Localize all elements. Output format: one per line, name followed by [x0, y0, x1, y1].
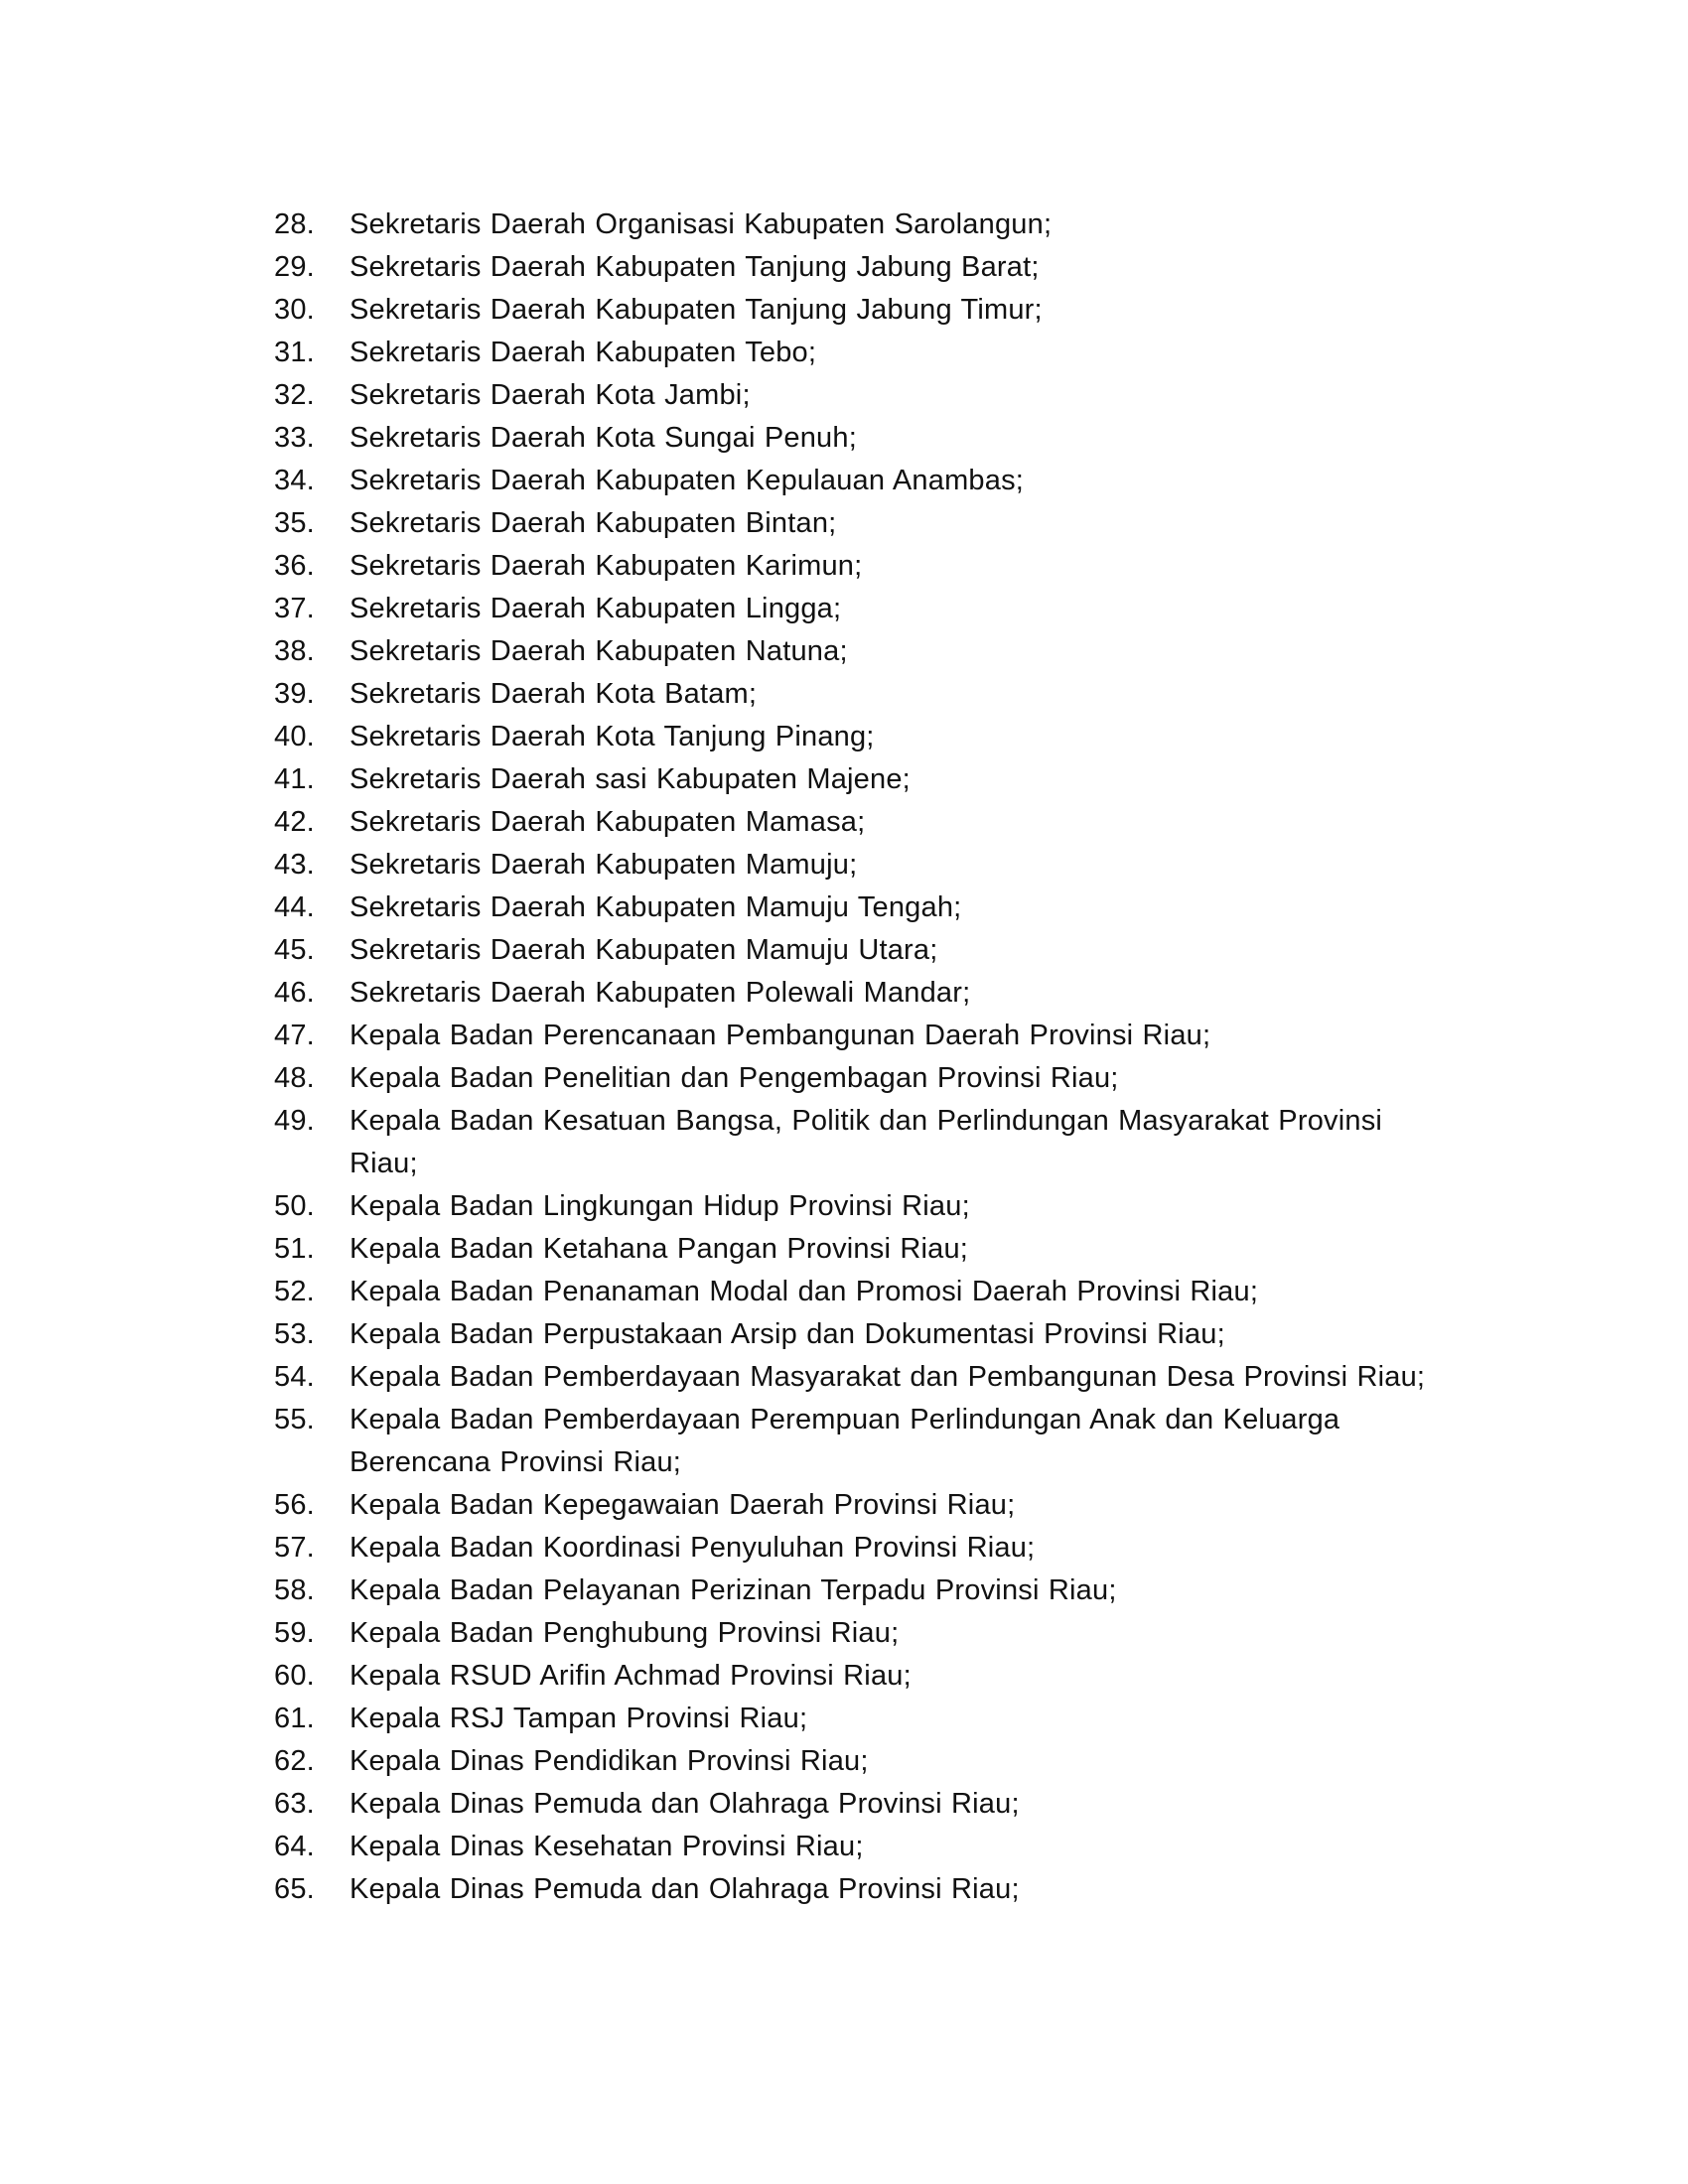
- list-item-number: 33.: [274, 422, 315, 454]
- list-item-number: 45.: [274, 934, 315, 966]
- list-item-number: 56.: [274, 1489, 315, 1521]
- list-item-text: Sekretaris Daerah Kabupaten Mamuju Tengah;: [350, 891, 962, 923]
- list-item-text: Sekretaris Daerah Kota Jambi;: [350, 379, 751, 411]
- list-item-text: Kepala Badan Pemberdayaan Perempuan Perlindungan Anak dan Keluarga Berencana Provinsi Riau;: [350, 1404, 1340, 1478]
- list-item: [274, 588, 1446, 630]
- list-item: [274, 502, 1446, 545]
- list-item-number: 57.: [274, 1532, 315, 1564]
- list-item-text: Sekretaris Daerah Kabupaten Mamasa;: [350, 806, 866, 838]
- list-item: [274, 1228, 1446, 1271]
- list-item-text: Sekretaris Daerah Kota Batam;: [350, 678, 758, 710]
- list-item: [274, 1057, 1446, 1100]
- list-item-number: 30.: [274, 294, 315, 326]
- list-item-text: Sekretaris Daerah Kabupaten Tebo;: [350, 337, 817, 368]
- list-item-text: Sekretaris Daerah Kabupaten Karimun;: [350, 550, 863, 582]
- list-item: [274, 716, 1446, 758]
- list-item-text: Sekretaris Daerah Kota Tanjung Pinang;: [350, 721, 875, 752]
- list-item-number: 52.: [274, 1276, 315, 1307]
- list-item: [274, 1868, 1446, 1911]
- list-item: [274, 1740, 1446, 1783]
- list-item-text: Kepala Badan Lingkungan Hidup Provinsi Riau;: [350, 1190, 970, 1222]
- list-item: [274, 801, 1446, 844]
- list-item-text: Sekretaris Daerah Organisasi Kabupaten Sarolangun;: [350, 208, 1053, 240]
- list-item-text: Kepala Badan Koordinasi Penyuluhan Provinsi Riau;: [350, 1532, 1036, 1564]
- numbered-list: [274, 204, 1446, 1911]
- list-item: [274, 1313, 1446, 1356]
- list-item-text: Kepala Dinas Pendidikan Provinsi Riau;: [350, 1745, 869, 1777]
- list-item: [274, 545, 1446, 588]
- list-item: [274, 374, 1446, 417]
- list-item-number: 34.: [274, 465, 315, 496]
- list-item: [274, 332, 1446, 374]
- list-item: [274, 460, 1446, 502]
- list-item-text: Sekretaris Daerah Kabupaten Tanjung Jabung Timur;: [350, 294, 1043, 326]
- list-item: [274, 246, 1446, 289]
- list-item: [274, 417, 1446, 460]
- list-item-number: 28.: [274, 208, 315, 240]
- list-item: [274, 1185, 1446, 1228]
- list-item: [274, 289, 1446, 332]
- list-item-number: 32.: [274, 379, 315, 411]
- list-item: [274, 1783, 1446, 1826]
- list-item-text: Sekretaris Daerah Kabupaten Mamuju Utara;: [350, 934, 938, 966]
- list-item-number: 49.: [274, 1105, 315, 1137]
- list-item-number: 64.: [274, 1831, 315, 1862]
- list-item: [274, 972, 1446, 1015]
- list-item-number: 35.: [274, 507, 315, 539]
- list-item-text: Sekretaris Daerah Kabupaten Polewali Mandar;: [350, 977, 971, 1009]
- list-item: [274, 758, 1446, 801]
- list-item: [274, 844, 1446, 887]
- list-item-text: Sekretaris Daerah Kota Sungai Penuh;: [350, 422, 857, 454]
- list-item-number: 55.: [274, 1404, 315, 1435]
- list-item-text: Kepala Badan Penghubung Provinsi Riau;: [350, 1617, 900, 1649]
- list-item-text: Sekretaris Daerah Kabupaten Bintan;: [350, 507, 837, 539]
- list-item-text: Sekretaris Daerah Kabupaten Kepulauan Anambas;: [350, 465, 1025, 496]
- list-item-text: Sekretaris Daerah Kabupaten Mamuju;: [350, 849, 858, 881]
- list-item-number: 40.: [274, 721, 315, 752]
- list-item: [274, 1570, 1446, 1612]
- list-item-number: 42.: [274, 806, 315, 838]
- list-item-number: 39.: [274, 678, 315, 710]
- list-item-number: 60.: [274, 1660, 315, 1692]
- list-item-number: 38.: [274, 635, 315, 667]
- list-item: [274, 1356, 1446, 1399]
- list-item-number: 41.: [274, 763, 315, 795]
- list-item: [274, 929, 1446, 972]
- list-item: [274, 1655, 1446, 1698]
- list-item-number: 36.: [274, 550, 315, 582]
- list-item: [274, 887, 1446, 929]
- list-item: [274, 1612, 1446, 1655]
- list-item: [274, 1484, 1446, 1527]
- list-item-number: 50.: [274, 1190, 315, 1222]
- list-item-text: Kepala Badan Perencanaan Pembangunan Daerah Provinsi Riau;: [350, 1020, 1211, 1051]
- list-item-number: 54.: [274, 1361, 315, 1393]
- list-item-text: Kepala Dinas Pemuda dan Olahraga Provinsi Riau;: [350, 1873, 1020, 1905]
- list-item: [274, 673, 1446, 716]
- list-item: [274, 1826, 1446, 1868]
- list-item-text: Kepala RSJ Tampan Provinsi Riau;: [350, 1703, 808, 1734]
- list-item-text: Kepala Badan Penelitian dan Pengembagan Provinsi Riau;: [350, 1062, 1119, 1094]
- list-item-number: 29.: [274, 251, 315, 283]
- list-item: [274, 1100, 1446, 1185]
- list-item: [274, 1399, 1446, 1484]
- list-item-text: Kepala Badan Kepegawaian Daerah Provinsi Riau;: [350, 1489, 1016, 1521]
- list-item-number: 46.: [274, 977, 315, 1009]
- list-item-number: 53.: [274, 1318, 315, 1350]
- list-item-number: 62.: [274, 1745, 315, 1777]
- list-item-number: 37.: [274, 593, 315, 624]
- list-item: [274, 1698, 1446, 1740]
- list-item-number: 58.: [274, 1574, 315, 1606]
- list-item-text: Kepala Badan Penanaman Modal dan Promosi Daerah Provinsi Riau;: [350, 1276, 1259, 1307]
- list-item: [274, 204, 1446, 246]
- list-item: [274, 1527, 1446, 1570]
- list-item-number: 43.: [274, 849, 315, 881]
- list-item-number: 59.: [274, 1617, 315, 1649]
- list-item-number: 47.: [274, 1020, 315, 1051]
- list-item-number: 44.: [274, 891, 315, 923]
- list-item-text: Kepala Badan Kesatuan Bangsa, Politik dan Perlindungan Masyarakat Provinsi Riau;: [350, 1105, 1383, 1179]
- list-item-text: Kepala RSUD Arifin Achmad Provinsi Riau;: [350, 1660, 912, 1692]
- list-item-text: Sekretaris Daerah Kabupaten Natuna;: [350, 635, 848, 667]
- list-item: [274, 630, 1446, 673]
- list-item-number: 61.: [274, 1703, 315, 1734]
- list-item-text: Kepala Dinas Kesehatan Provinsi Riau;: [350, 1831, 864, 1862]
- list-item-text: Sekretaris Daerah sasi Kabupaten Majene;: [350, 763, 911, 795]
- list-item-text: Kepala Badan Ketahana Pangan Provinsi Riau;: [350, 1233, 969, 1265]
- list-item-number: 31.: [274, 337, 315, 368]
- list-item-number: 65.: [274, 1873, 315, 1905]
- list-item-text: Kepala Badan Pemberdayaan Masyarakat dan Pembangunan Desa Provinsi Riau;: [350, 1361, 1426, 1393]
- list-item-text: Kepala Badan Pelayanan Perizinan Terpadu Provinsi Riau;: [350, 1574, 1117, 1606]
- list-item-text: Kepala Badan Perpustakaan Arsip dan Dokumentasi Provinsi Riau;: [350, 1318, 1225, 1350]
- list-item-number: 51.: [274, 1233, 315, 1265]
- list-item-number: 63.: [274, 1788, 315, 1820]
- list-item-text: Sekretaris Daerah Kabupaten Lingga;: [350, 593, 842, 624]
- list-item-text: Kepala Dinas Pemuda dan Olahraga Provinsi Riau;: [350, 1788, 1020, 1820]
- list-item: [274, 1015, 1446, 1057]
- list-item: [274, 1271, 1446, 1313]
- list-item-number: 48.: [274, 1062, 315, 1094]
- list-item-text: Sekretaris Daerah Kabupaten Tanjung Jabung Barat;: [350, 251, 1040, 283]
